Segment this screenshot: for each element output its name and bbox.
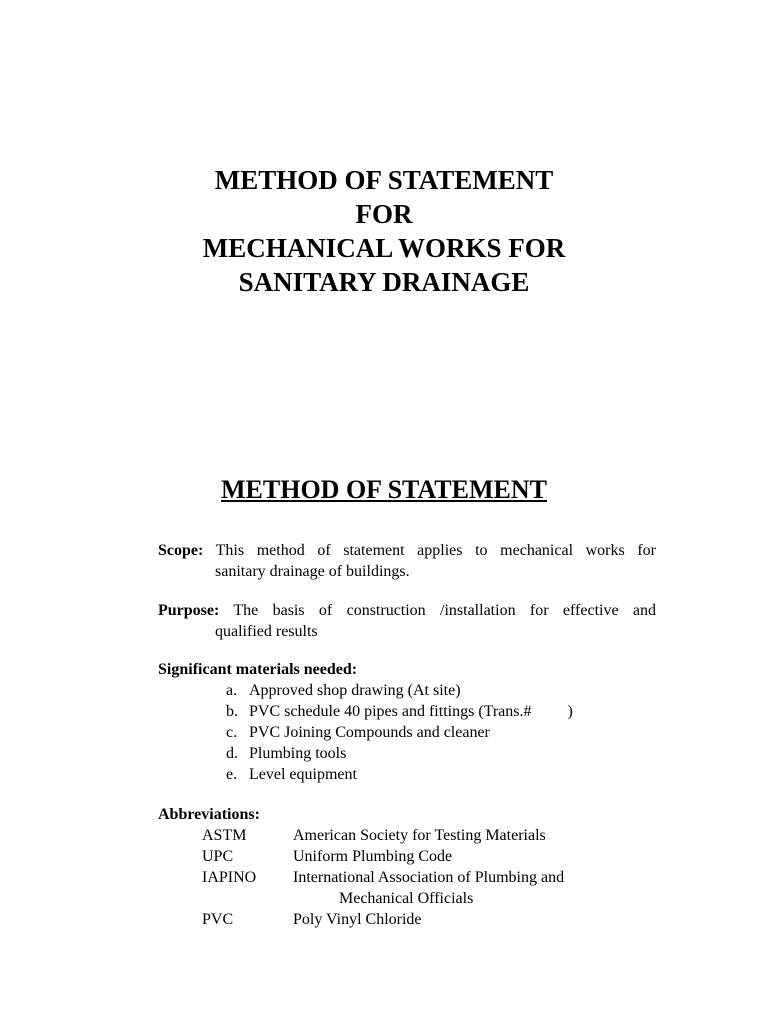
materials-heading: Significant materials needed: xyxy=(158,661,358,678)
list-item xyxy=(226,764,573,785)
list-item xyxy=(226,743,573,764)
abbreviation-definition-continued: Mechanical Officials xyxy=(339,890,474,907)
list-marker: c. xyxy=(226,724,238,741)
purpose-label: Purpose: xyxy=(158,602,220,619)
purpose-first-line xyxy=(158,600,656,621)
list-marker: a. xyxy=(226,682,238,699)
list-item xyxy=(226,722,573,743)
scope-label: Scope: xyxy=(158,542,204,559)
scope-paragraph xyxy=(158,540,656,582)
list-item-text: Approved shop drawing (At site) xyxy=(249,682,461,699)
list-item-text: Level equipment xyxy=(249,766,357,783)
purpose-paragraph xyxy=(158,600,656,642)
title-line: SANITARY DRAINAGE xyxy=(238,267,530,297)
abbreviations-table xyxy=(202,825,623,930)
list-marker: e. xyxy=(226,766,238,783)
abbreviation-definition-block xyxy=(293,867,623,909)
title-line: FOR xyxy=(355,199,413,229)
list-item-text: PVC Joining Compounds and cleaner xyxy=(249,724,490,741)
section-heading: METHOD OF STATEMENT xyxy=(221,475,547,504)
abbreviation-code: ASTM xyxy=(202,827,247,844)
title-line: MECHANICAL WORKS FOR xyxy=(202,233,566,263)
list-item-text: PVC schedule 40 pipes and fittings (Trans.# ) xyxy=(249,703,573,720)
abbreviation-code: PVC xyxy=(202,911,234,928)
list-marker: d. xyxy=(226,745,238,762)
abbreviation-code: IAPINO xyxy=(202,869,257,886)
purpose-text-continued: qualified results xyxy=(215,623,318,640)
scope-text-continued: sanitary drainage of buildings. xyxy=(215,563,410,580)
materials-list xyxy=(226,680,573,785)
list-marker: b. xyxy=(226,703,238,720)
list-item-text: Plumbing tools xyxy=(249,745,347,762)
abbreviations-heading: Abbreviations: xyxy=(158,806,260,823)
abbreviation-definition: Poly Vinyl Chloride xyxy=(293,911,422,928)
scope-text: This method of statement applies to mechanical works for xyxy=(215,542,656,559)
abbreviation-definition: American Society for Testing Materials xyxy=(293,827,546,844)
table-row xyxy=(202,846,623,867)
scope-first-line xyxy=(158,540,656,561)
abbreviation-definition: International Association of Plumbing and xyxy=(293,869,565,886)
list-item xyxy=(226,680,573,701)
document-title xyxy=(0,163,768,299)
table-row xyxy=(202,867,623,909)
list-item xyxy=(226,701,573,722)
purpose-text: The basis of construction /installation for effective and xyxy=(233,602,656,619)
title-line: METHOD OF STATEMENT xyxy=(214,165,554,195)
abbreviation-code: UPC xyxy=(202,848,234,865)
table-row xyxy=(202,909,623,930)
abbreviation-definition: Uniform Plumbing Code xyxy=(293,848,453,865)
table-row xyxy=(202,825,623,846)
